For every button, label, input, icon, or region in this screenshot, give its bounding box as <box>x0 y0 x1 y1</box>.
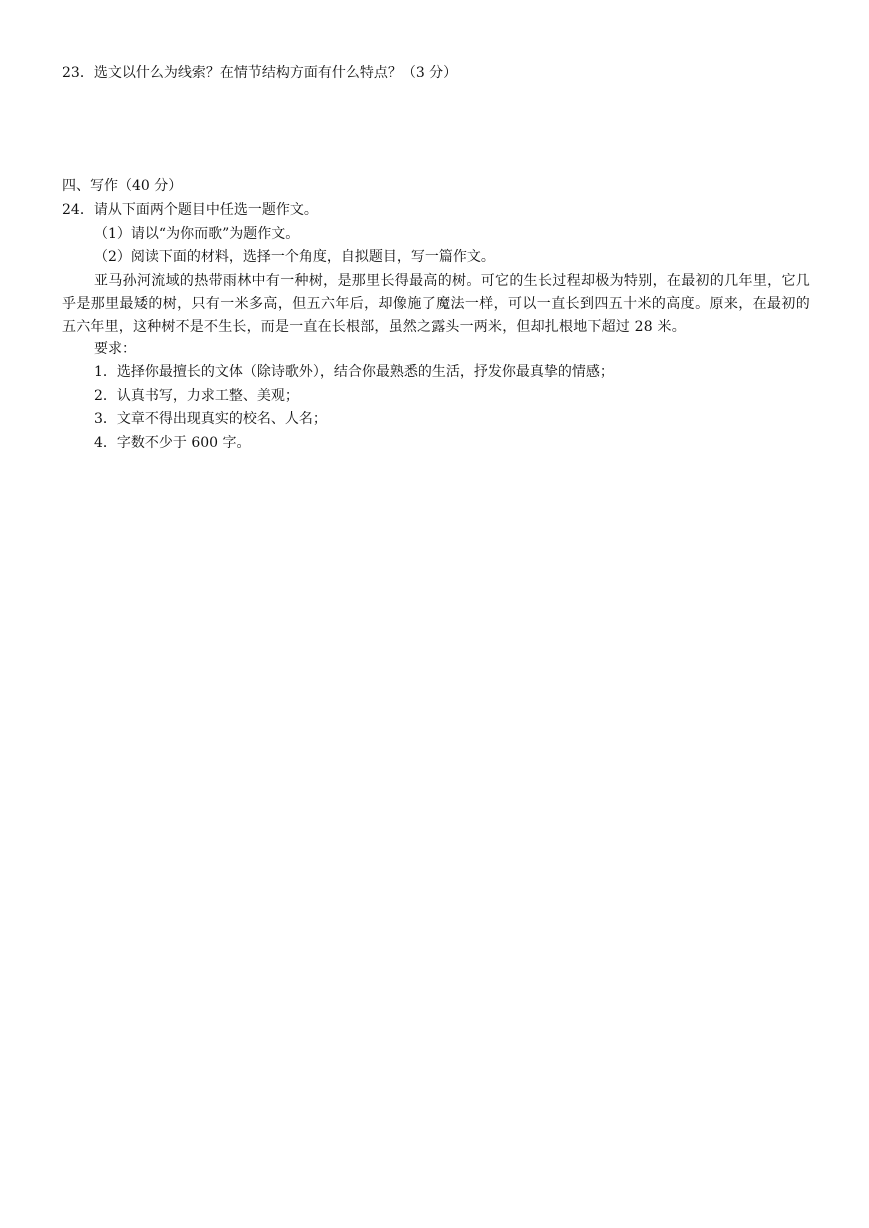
question-24-prompt: 24．请从下面两个题目中任选一题作文。 <box>62 202 318 218</box>
section-writing-heading: 四、写作（40 分） <box>62 178 183 194</box>
requirement-item: 2．认真书写，力求工整、美观； <box>94 388 299 404</box>
question-23: 23．选文以什么为线索？在情节结构方面有什么特点？（3 分） <box>62 65 458 81</box>
requirement-item: 1．选择你最擅长的文体（除诗歌外），结合你最熟悉的生活，抒发你最真挚的情感； <box>94 364 614 380</box>
question-24-option-2: （2）阅读下面的材料，选择一个角度，自拟题目，写一篇作文。 <box>94 249 495 265</box>
requirements-title: 要求： <box>94 341 136 357</box>
reading-material-paragraph: 亚马孙河流域的热带雨林中有一种树，是那里长得最高的树。可它的生长过程却极为特别，在最初的几年里，它几乎是那里最矮的树，只有一米多高，但五六年后，却像施了魔法一样，可以一直长到四五十米的高度。原来，在最初的五六年里，这种树不是不生长，而是一直在长根部，虽然之露头一两米，但却扎根地下超过 28 米。 <box>62 273 810 335</box>
question-24-option-1: （1）请以“为你而歌”为题作文。 <box>94 226 300 242</box>
requirement-item: 4．字数不少于 600 字。 <box>94 435 251 451</box>
requirement-item: 3．文章不得出现真实的校名、人名； <box>94 411 327 427</box>
